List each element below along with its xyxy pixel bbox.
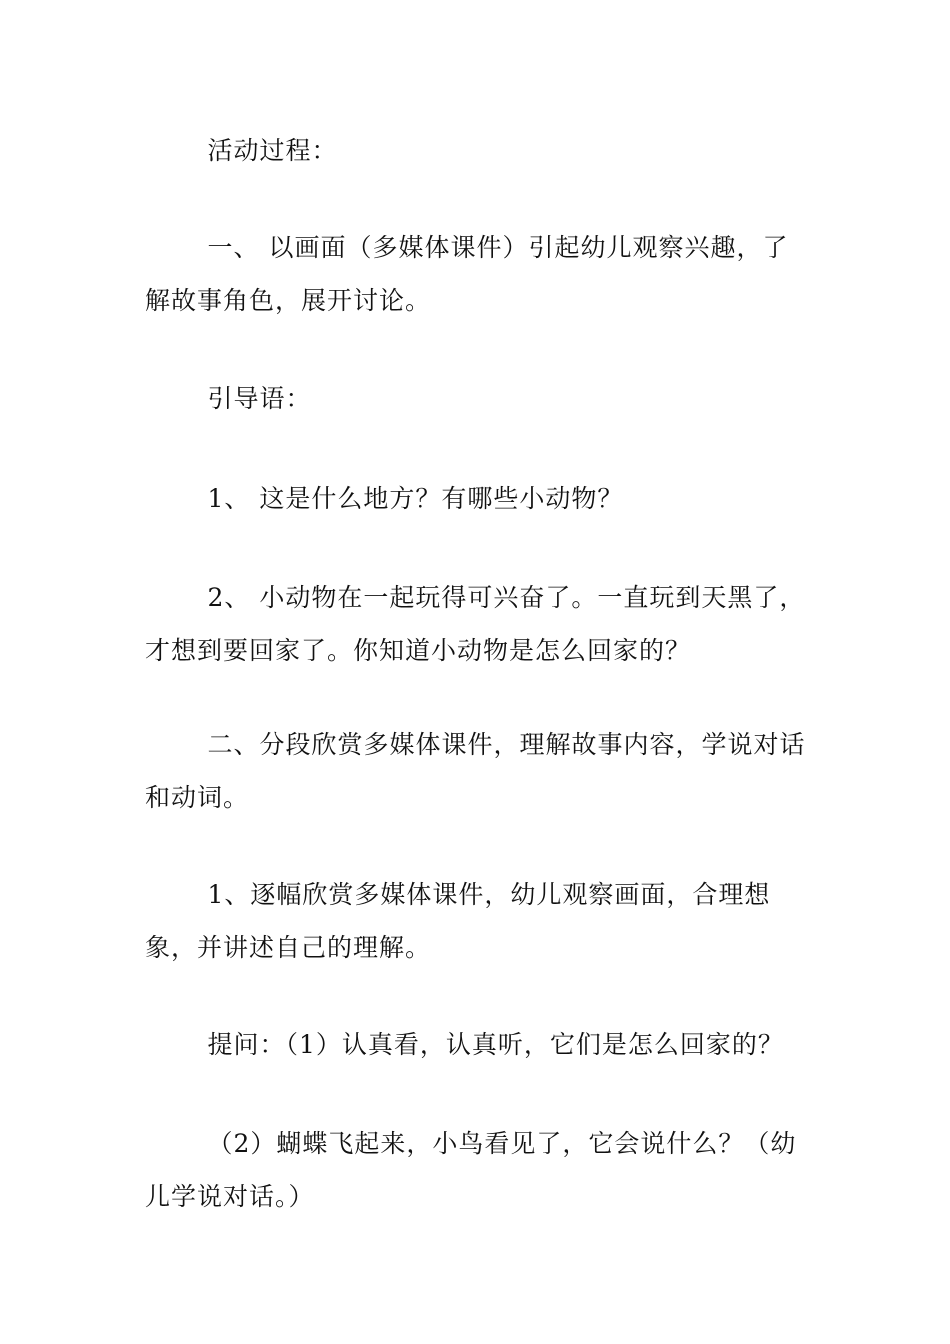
step-two-paragraph: 二、分段欣赏多媒体课件，理解故事内容，学说对话和动词。 [145,730,806,812]
step-one-paragraph: 一、 以画面（多媒体课件）引起幼儿观察兴趣，了解故事角色，展开讨论。 [145,233,789,315]
guiding-words-heading: 引导语： [207,384,312,413]
sub-step-one-paragraph: 1、逐幅欣赏多媒体课件，幼儿观察画面，合理想象，并讲述自己的理解。 [145,880,771,962]
question-one-paragraph: 1、 这是什么地方？有哪些小动物？ [207,484,624,513]
prompt-question-one: 提问：（1）认真看，认真听，它们是怎么回家的？ [207,1030,784,1059]
section-heading-activity-process: 活动过程： [207,136,338,165]
prompt-question-two: （2）蝴蝶飞起来，小鸟看见了，它会说什么？（幼儿学说对话。） [145,1129,797,1211]
question-two-paragraph: 2、 小动物在一起玩得可兴奋了。一直玩到天黑了，才想到要回家了。你知道小动物是怎么回家的？ [145,583,806,665]
